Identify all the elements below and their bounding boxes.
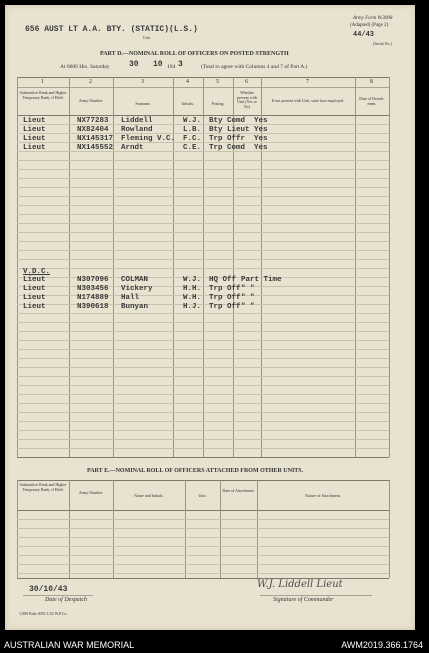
ruled-line	[17, 214, 389, 215]
row-surname: Rowland	[121, 126, 153, 134]
row-present: " "	[241, 303, 255, 311]
col-header-employed: If not present with Unit, state how employed.	[271, 98, 345, 103]
row-initials: H.H.	[183, 285, 202, 293]
ruled-line	[17, 385, 389, 386]
row-rank: Lieut	[23, 126, 46, 134]
row-posting: Trp Off	[209, 285, 241, 293]
ruled-line	[17, 277, 389, 278]
row-army-number: NX77283	[77, 117, 109, 125]
ruled-line	[17, 546, 389, 547]
col-header-initials: Initials.	[181, 101, 195, 106]
ruled-line	[17, 169, 389, 170]
part-e-title: PART E.—NOMINAL ROLL OF OFFICERS ATTACHED FROM OTHER UNITS.	[87, 468, 304, 474]
row-rank: Lieut	[23, 285, 46, 293]
row-surname: Bunyan	[121, 303, 149, 311]
ruled-line	[17, 259, 389, 260]
ruled-line	[17, 421, 389, 422]
serial-label: (Serial No.)	[373, 41, 392, 46]
ruled-line	[17, 304, 389, 305]
col-num-1: 1	[41, 79, 44, 85]
form-title: Army Form W.3008	[353, 16, 393, 21]
row-army-number: NX82404	[77, 126, 109, 134]
ruled-line	[17, 555, 389, 556]
row-initials: W.J.	[183, 117, 202, 125]
printer-note: 1,000 Pads 3059 1/43 W.P.Co.	[19, 611, 68, 616]
row-surname: Hall	[121, 294, 140, 302]
ruled-line	[17, 430, 389, 431]
row-initials: C.E.	[183, 144, 202, 152]
document-page	[5, 5, 415, 630]
row-initials: H.J.	[183, 303, 202, 311]
col-header-posting: Posting.	[211, 101, 225, 106]
col-header-rank: Substantive Rank and Higher Temporary Rank, if Held.	[19, 90, 67, 100]
ruled-line	[17, 439, 389, 440]
ruled-line	[17, 142, 389, 143]
ruled-line	[17, 268, 389, 269]
ruled-line	[17, 250, 389, 251]
ruled-line	[17, 322, 389, 323]
ruled-line	[17, 564, 389, 565]
row-initials: F.C.	[183, 135, 202, 143]
col-num-6: 6	[245, 79, 248, 85]
ruled-line	[17, 160, 389, 161]
row-rank: Lieut	[23, 294, 46, 302]
vdc-label: V.D.C.	[23, 268, 51, 276]
part-e-header-nature: Nature of Attachment.	[305, 493, 341, 498]
col-num-3: 3	[141, 79, 144, 85]
ruled-line	[17, 241, 389, 242]
ruled-line	[17, 313, 389, 314]
col-header-army-number: Army Number.	[78, 98, 104, 103]
ruled-line	[17, 367, 389, 368]
row-posting: Bty Comd	[209, 117, 246, 125]
despatch-date: 30/10/43	[29, 585, 68, 594]
form-adapted: (Adapted) (Page 2)	[350, 23, 389, 28]
col-num-8: 8	[370, 79, 373, 85]
row-surname: Fleming V.C.	[121, 135, 176, 143]
row-surname: COLMAN	[121, 276, 149, 284]
archive-name: AUSTRALIAN WAR MEMORIAL	[4, 640, 135, 650]
row-army-number: NX145317	[77, 135, 114, 143]
ruled-line	[17, 573, 389, 574]
ruled-line	[17, 403, 389, 404]
row-present: Yes	[254, 144, 268, 152]
archive-id: AWM2019.366.1764	[341, 640, 423, 650]
row-surname: Liddell	[121, 117, 153, 125]
date-month: 10	[153, 60, 163, 69]
row-posting: HQ Off	[209, 276, 237, 284]
ruled-line	[17, 223, 389, 224]
at-hours-label: At 0600 Hrs. Saturday	[60, 64, 110, 70]
date-day: 30	[129, 60, 139, 69]
ruled-line	[17, 133, 389, 134]
ruled-line	[17, 205, 389, 206]
unit-name: 656 AUST LT A.A. BTY. (STATIC)(L.S.)	[25, 25, 198, 34]
col-header-detachment: Date of Detach-ment.	[359, 96, 385, 106]
ruled-line	[17, 286, 389, 287]
ruled-line	[17, 394, 389, 395]
row-present: Part Time	[241, 276, 282, 284]
ruled-line	[17, 340, 389, 341]
date-year: 3	[178, 60, 183, 69]
ruled-line	[17, 187, 389, 188]
unit-label: Unit	[143, 35, 151, 40]
part-e-header-unit: Unit.	[198, 493, 207, 498]
col-num-4: 4	[186, 79, 189, 85]
row-present: Yes	[254, 126, 268, 134]
commander-signature: W.J. Liddell Lieut	[257, 579, 343, 590]
row-surname: Vickery	[121, 285, 153, 293]
serial-number: 44/43	[353, 31, 375, 39]
row-rank: Lieut	[23, 117, 46, 125]
row-rank: Lieut	[23, 276, 46, 284]
row-posting: Trp Comd	[209, 144, 246, 152]
col-header-present: Whether present with Unit (Yes or No)	[237, 90, 257, 109]
date-year-prefix: 194	[167, 64, 176, 70]
part-d-title: PART D.—NOMINAL ROLL OF OFFICERS ON POSTED STRENGTH	[100, 51, 289, 57]
row-present: Yes	[254, 117, 268, 125]
ruled-line	[17, 331, 389, 332]
ruled-line	[17, 178, 389, 179]
row-posting: Trp Off	[209, 303, 241, 311]
row-army-number: N390618	[77, 303, 109, 311]
ruled-line	[17, 232, 389, 233]
row-rank: Lieut	[23, 144, 46, 152]
ruled-line	[17, 124, 389, 125]
ruled-line	[17, 537, 389, 538]
despatch-label: Date of Despatch	[45, 597, 87, 603]
row-present: " "	[241, 294, 255, 302]
row-army-number: N303456	[77, 285, 109, 293]
archive-footer	[0, 638, 429, 653]
ruled-line	[17, 528, 389, 529]
row-initials: W.H.	[183, 294, 202, 302]
part-e-header-army-number: Army Number.	[78, 490, 104, 495]
ruled-line	[17, 376, 389, 377]
ruled-line	[17, 519, 389, 520]
col-num-7: 7	[306, 79, 309, 85]
row-posting: Trp Offr	[209, 135, 246, 143]
row-present: " "	[241, 285, 255, 293]
row-army-number: N307096	[77, 276, 109, 284]
ruled-line	[17, 196, 389, 197]
col-header-surname: Surname.	[135, 101, 151, 106]
ruled-line	[17, 448, 389, 449]
row-present: Yes	[254, 135, 268, 143]
row-army-number: N174889	[77, 294, 109, 302]
row-rank: Lieut	[23, 135, 46, 143]
totals-note: (Total to agree with Columns 4 and 7 of Part A.)	[201, 64, 308, 70]
row-posting: Trp Off	[209, 294, 241, 302]
ruled-line	[17, 151, 389, 152]
row-rank: Lieut	[23, 303, 46, 311]
signature-label: Signature of Commander	[273, 597, 334, 603]
ruled-line	[17, 295, 389, 296]
part-e-header-name: Name and Initials.	[134, 493, 164, 498]
part-e-header-rank: Substantive Rank and Higher Temporary Rank, if Held.	[19, 482, 67, 492]
ruled-line	[17, 349, 389, 350]
row-posting: Bty Lieut	[209, 126, 250, 134]
row-army-number: NX145552	[77, 144, 114, 152]
col-num-2: 2	[89, 79, 92, 85]
row-surname: Arndt	[121, 144, 144, 152]
part-e-header-date: Date of Attachment.	[222, 488, 255, 493]
row-initials: L.B.	[183, 126, 202, 134]
ruled-line	[17, 358, 389, 359]
ruled-line	[17, 412, 389, 413]
row-initials: W.J.	[183, 276, 202, 284]
col-num-5: 5	[216, 79, 219, 85]
